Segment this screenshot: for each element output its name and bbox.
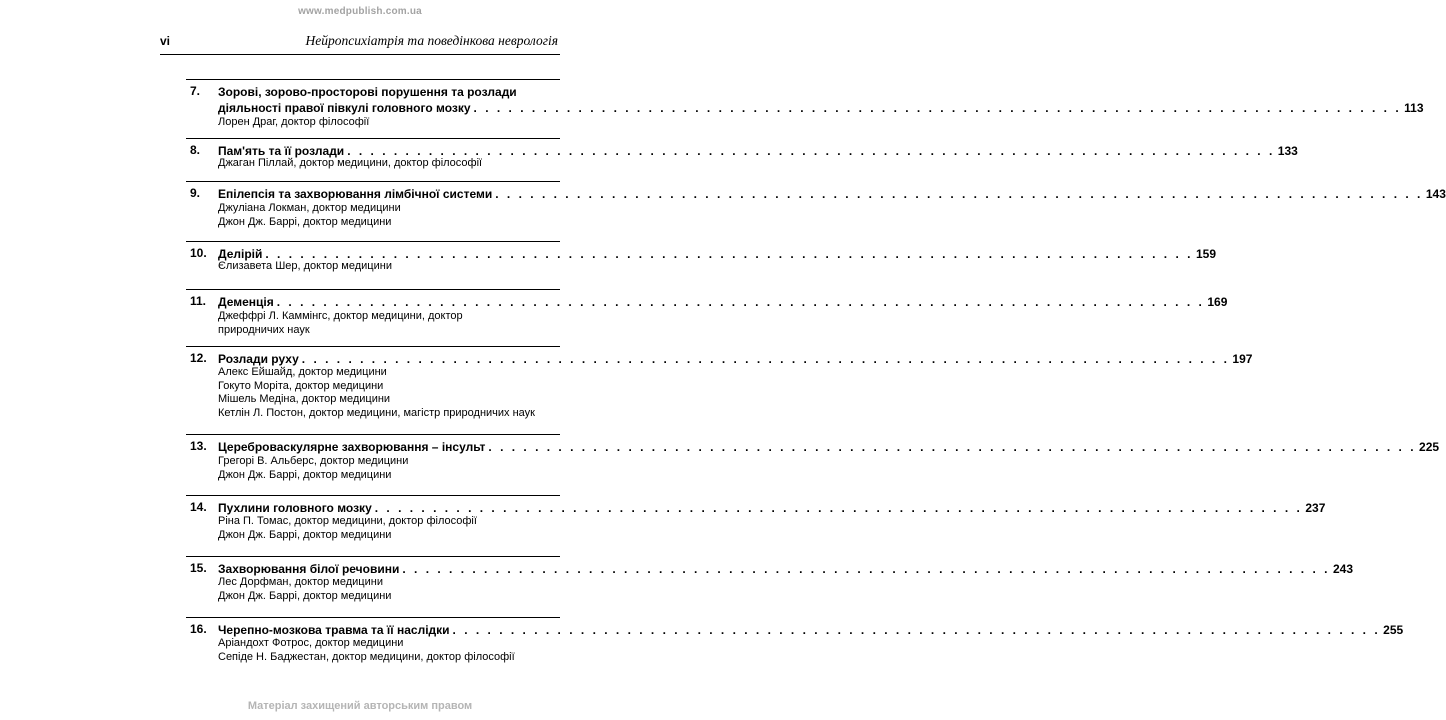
chapter-authors: [218, 310, 548, 337]
chapter-page-number: 113: [1404, 101, 1424, 115]
leader-dots: . . . . . . . . . . . . . . . . . . . . . . . . . . . . . . . . . . . . . . . . . . . . . . . . . . . . . . . . . . . . . . . . . . . . . . . . . . . . . . . .: [452, 623, 1381, 637]
chapter-authors: [218, 260, 548, 274]
chapter-title[interactable]: [218, 186, 1446, 202]
author-line: Джеффрі Л. Каммінгс, доктор медицини, доктор: [218, 310, 463, 322]
chapter-page-number: 143: [1425, 187, 1446, 201]
chapter-authors: [218, 637, 548, 664]
site-url[interactable]: www.medpublish.com.ua: [298, 6, 422, 17]
chapter-number: 10.: [190, 246, 207, 260]
chapter-authors: [218, 157, 548, 171]
copyright-notice: Матеріал захищений авторським правом: [247, 700, 473, 712]
entry-divider: [186, 495, 560, 496]
chapter-title-text: Цереброваскулярне захворювання – інсульт: [218, 440, 486, 454]
chapter-authors: [218, 515, 548, 542]
author-line: Джон Дж. Баррі, доктор медицини: [218, 589, 392, 602]
chapter-number: 9.: [190, 186, 201, 200]
leader-dots: . . . . . . . . . . . . . . . . . . . . . . . . . . . . . . . . . . . . . . . . . . . . . . . . . . . . . . . . . . . . . . . . . . . . . . . . . . . . . . . .: [402, 562, 1330, 576]
leader-dots: . . . . . . . . . . . . . . . . . . . . . . . . . . . . . . . . . . . . . . . . . . . . . . . . . . . . . . . . . . . . . . . . . . . . . . . . . . . . . . . .: [265, 247, 1193, 261]
author-line: Гокуто Моріта, доктор медицини: [218, 379, 384, 392]
entry-divider: [186, 79, 560, 80]
author-line: Джуліана Локман, доктор медицини: [218, 202, 401, 214]
entry-divider: [186, 556, 560, 557]
author-line: Кетлін Л. Постон, доктор медицини, магістр природничих наук: [218, 406, 535, 419]
leader-dots: . . . . . . . . . . . . . . . . . . . . . . . . . . . . . . . . . . . . . . . . . . . . . . . . . . . . . . . . . . . . . . . . . . . . . . . . . . . . . . . .: [276, 295, 1205, 309]
author-line: Мішель Медіна, доктор медицини: [218, 393, 391, 405]
chapter-number: 14.: [190, 500, 207, 514]
chapter-number: 15.: [190, 561, 207, 575]
author-line: Джаган Піллай, доктор медицини, доктор філософії: [218, 157, 483, 169]
chapter-number: 16.: [190, 622, 207, 636]
leader-dots: . . . . . . . . . . . . . . . . . . . . . . . . . . . . . . . . . . . . . . . . . . . . . . . . . . . . . . . . . . . . . . . . . . . . . . . . . . . . . . . .: [488, 440, 1417, 454]
author-line: Грегорі В. Альберс, доктор медицини: [218, 455, 409, 467]
author-line: Лес Дорфман, доктор медицини: [218, 576, 383, 588]
chapter-page-number: 197: [1232, 352, 1253, 366]
header-rule: [160, 54, 560, 55]
chapter-title[interactable]: [218, 84, 1424, 116]
chapter-authors: [218, 202, 548, 229]
running-header-title: Нейропсихіатрія та поведінкова неврологія: [305, 33, 558, 48]
chapter-page-number: 255: [1383, 623, 1404, 637]
page-number: vi: [160, 34, 171, 48]
chapter-page-number: 237: [1305, 501, 1326, 515]
chapter-authors: [218, 576, 548, 603]
chapter-title[interactable]: [218, 500, 1326, 516]
chapter-authors: [218, 455, 548, 482]
chapter-page-number: 225: [1419, 440, 1440, 454]
chapter-title[interactable]: [218, 561, 1353, 577]
author-line: Джон Дж. Баррі, доктор медицини: [218, 468, 392, 481]
entry-divider: [186, 138, 560, 139]
chapter-title-text: Деменція: [218, 295, 274, 309]
chapter-page-number: 243: [1332, 562, 1353, 576]
entry-divider: [186, 434, 560, 435]
chapter-title-text: Делірій: [218, 247, 263, 261]
chapter-title-text: Епілепсія та захворювання лімбічної системи: [218, 187, 493, 201]
entry-divider: [186, 346, 560, 347]
chapter-title-text: Розлади руху: [218, 352, 299, 366]
author-line: Алекс Ейшайд, доктор медицини: [218, 366, 387, 378]
chapter-number: 12.: [190, 351, 207, 365]
chapter-authors: [218, 366, 548, 420]
chapter-number: 8.: [190, 143, 201, 157]
author-line: природничих наук: [218, 323, 310, 336]
chapter-title[interactable]: [218, 351, 1253, 367]
leader-dots: . . . . . . . . . . . . . . . . . . . . . . . . . . . . . . . . . . . . . . . . . . . . . . . . . . . . . . . . . . . . . . . . . . . . . . . . . . . . . . . .: [374, 501, 1303, 515]
author-line: Лорен Драг, доктор філософії: [218, 116, 370, 128]
author-line: Джон Дж. Баррі, доктор медицини: [218, 528, 392, 541]
chapter-page-number: 169: [1207, 295, 1228, 309]
author-line: Сепіде Н. Баджестан, доктор медицини, доктор філософії: [218, 650, 515, 663]
chapter-title[interactable]: [218, 294, 1228, 310]
author-line: Аріандохт Фотрос, доктор медицини: [218, 637, 404, 649]
leader-dots: . . . . . . . . . . . . . . . . . . . . . . . . . . . . . . . . . . . . . . . . . . . . . . . . . . . . . . . . . . . . . . . . . . . . . . . . . . . . . . . .: [347, 144, 1275, 158]
chapter-authors: [218, 116, 548, 130]
author-line: Єлизавета Шер, доктор медицини: [218, 260, 392, 272]
entry-divider: [186, 289, 560, 290]
entry-divider: [186, 617, 560, 618]
entry-divider: [186, 181, 560, 182]
leader-dots: . . . . . . . . . . . . . . . . . . . . . . . . . . . . . . . . . . . . . . . . . . . . . . . . . . . . . . . . . . . . . . . . . . . . . . . . . . . . . . . .: [473, 101, 1402, 115]
chapter-title-text: Пам'ять та її розлади: [218, 144, 345, 158]
chapter-number: 13.: [190, 439, 207, 453]
chapter-page-number: 133: [1277, 144, 1298, 158]
chapter-title-text: Черепно-мозкова травма та її наслідки: [218, 623, 450, 637]
chapter-title[interactable]: [218, 439, 1440, 455]
leader-dots: . . . . . . . . . . . . . . . . . . . . . . . . . . . . . . . . . . . . . . . . . . . . . . . . . . . . . . . . . . . . . . . . . . . . . . . . . . . . . . . .: [301, 352, 1230, 366]
chapter-title-text: Захворювання білої речовини: [218, 562, 400, 576]
chapter-title-text: Зорові, зорово-просторові порушення та розлади: [218, 85, 517, 99]
chapter-page-number: 159: [1195, 247, 1217, 261]
chapter-title-text: Пухлини головного мозку: [218, 501, 372, 515]
chapter-title-text: діяльності правої півкулі головного мозку: [218, 101, 471, 115]
chapter-number: 11.: [190, 294, 207, 308]
chapter-title[interactable]: [218, 622, 1404, 638]
leader-dots: . . . . . . . . . . . . . . . . . . . . . . . . . . . . . . . . . . . . . . . . . . . . . . . . . . . . . . . . . . . . . . . . . . . . . . . . . . . . . . . .: [495, 187, 1423, 201]
entry-divider: [186, 241, 560, 242]
author-line: Ріна П. Томас, доктор медицини, доктор філософії: [218, 515, 477, 527]
author-line: Джон Дж. Баррі, доктор медицини: [218, 215, 392, 228]
chapter-number: 7.: [190, 84, 201, 98]
